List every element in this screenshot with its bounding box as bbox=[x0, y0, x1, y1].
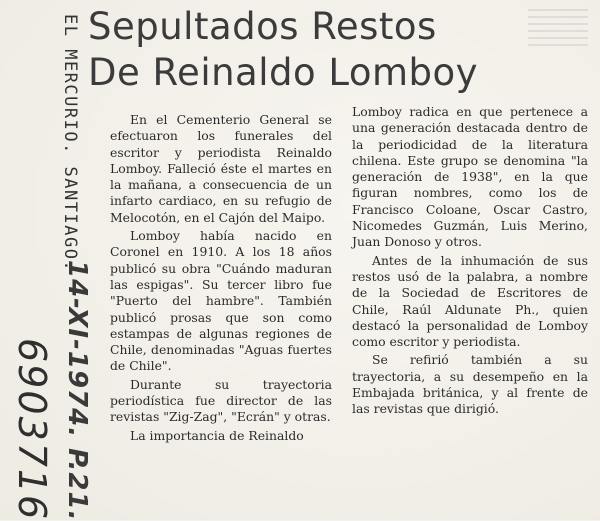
catalog-number: 6903716 bbox=[10, 338, 54, 521]
headline-line-2: De Reinaldo Lomboy bbox=[88, 51, 479, 94]
paragraph: Lomboy había nacido en Coronel en 1910. A los 18 años publicó su obra "Cuándo maduran las espigas". Su tercer libro fue "Puerto del hambre". También publicó prosas que son como estampas de algunas regiones de Chile, denominadas "Aguas fuertes de Chile". bbox=[110, 228, 332, 374]
paragraph: Antes de la inhumación de sus restos usó de la palabra, a nombre de la Sociedad de Escritores de Chile, Raúl Aldunate Ph., quien destacó la personalidad de Lomboy como escritor y periodista. bbox=[352, 252, 588, 350]
handwritten-date: 14-XI-1974. P.21. bbox=[62, 260, 92, 521]
paragraph: Lomboy radica en que pertenece a una generación destacada dentro de la periodicidad de la literatura chilena. Este grupo se denomina "la generación de 1938", en la que figuran nombres, como los de Francisco Coloane, Oscar Castro, Nicomedes Guzmán, Luis Merino, Juan Donoso y otros. bbox=[352, 104, 588, 250]
paragraph: Durante su trayectoria periodística fue director de las revistas "Zig-Zag", "Ecrán" y otras. bbox=[110, 376, 332, 425]
paragraph: La importancia de Reinaldo bbox=[130, 427, 304, 443]
margin-annotations bbox=[2, 8, 92, 521]
headline-line-1: Sepultados Restos bbox=[88, 5, 437, 48]
paragraph: En el Cementerio General se efectuaron los funerales del escritor y periodista Reinaldo Lomboy. Falleció éste el martes en la mañana, a consecuencia de un infarto cardiaco, en su refugio de Melocotón, en el Cajón del Maipo. bbox=[110, 112, 332, 225]
paragraph: Se refirió también a su trayectoria, a su desempeño en la Embajada británica, y al frente de las revistas que dirigió. bbox=[352, 352, 588, 417]
source-stamp: EL MERCURIO. SANTIAGO. bbox=[60, 14, 80, 273]
article-right-column bbox=[352, 104, 588, 420]
article-left-column bbox=[110, 112, 332, 446]
headline bbox=[88, 4, 588, 96]
